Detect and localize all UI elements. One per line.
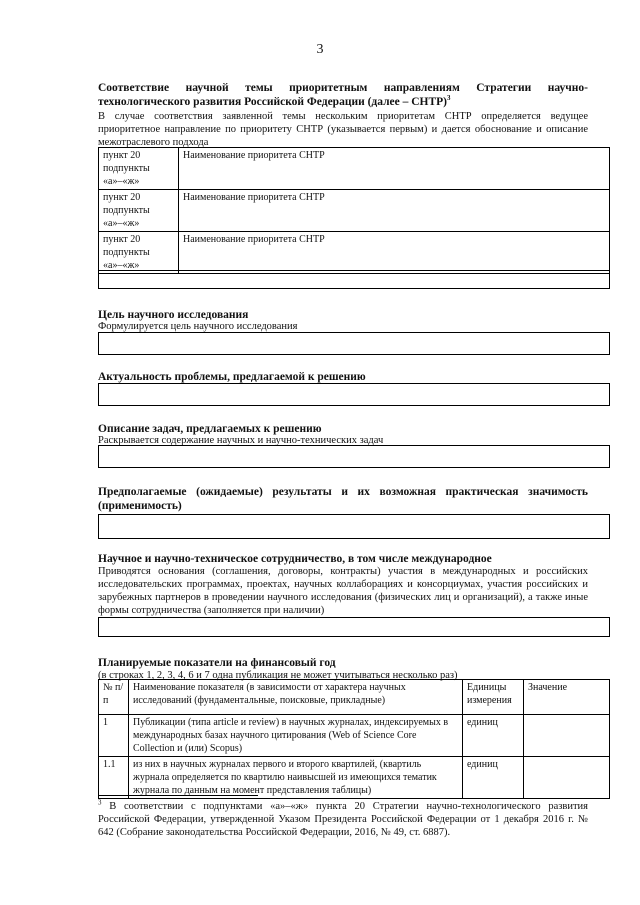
goal-description: Формулируется цель научного исследования: [98, 321, 298, 332]
relevance-input-field[interactable]: [98, 383, 610, 406]
row-num: 1.1: [99, 757, 129, 799]
sntr-name-cell[interactable]: Наименование приоритета СНТР: [179, 190, 610, 232]
table-row: [99, 190, 610, 232]
row-name: Публикации (типа article и review) в научных журналах, индексируемых в международных базах научного цитирования (Web of Science Core Collection и (или) Scopus): [129, 715, 463, 757]
sntr-justification-field[interactable]: [98, 270, 610, 289]
sntr-title-line2: [98, 95, 588, 109]
table-row: [99, 148, 610, 190]
footnote-divider: [98, 795, 258, 796]
sntr-priority-table: [98, 147, 610, 274]
sntr-name-cell[interactable]: Наименование приоритета СНТР: [179, 232, 610, 274]
sntr-description: В случае соответствия заявленной темы нескольким приоритетам СНТР определяется ведущее приоритетное направление по приоритету СНТР (указывается первым) и дается обоснование и описание межотраслевого подхода: [98, 111, 588, 148]
row-value-cell[interactable]: [524, 757, 610, 799]
row-value-cell[interactable]: [524, 715, 610, 757]
table-header-row: [99, 680, 610, 715]
col-header-name: Наименование показателя (в зависимости от характера научных исследований (фундаментальные, поисковые, прикладные): [129, 680, 463, 715]
footnote-ref: 3: [447, 94, 451, 103]
results-input-field[interactable]: [98, 514, 610, 539]
row-unit: единиц: [463, 757, 524, 799]
sntr-item-cell: пункт 20 подпункты «а»–«ж»: [99, 190, 179, 232]
sntr-item-cell: пункт 20 подпункты «а»–«ж»: [99, 148, 179, 190]
tasks-input-field[interactable]: [98, 445, 610, 468]
cooperation-input-field[interactable]: [98, 617, 610, 637]
row-num: 1: [99, 715, 129, 757]
footnote: [98, 800, 588, 839]
footnote-mark: 3: [98, 798, 102, 807]
results-title-line2: (применимость): [98, 500, 182, 512]
page-number: 3: [316, 42, 324, 57]
indicators-table: [98, 679, 610, 799]
row-unit: единиц: [463, 715, 524, 757]
results-title-line1: Предполагаемые (ожидаемые) результаты и их возможная практическая значимость: [98, 486, 588, 498]
tasks-title: Описание задач, предлагаемых к решению: [98, 423, 322, 435]
footnote-text: В соответствии с подпунктами «а»–«ж» пункта 20 Стратегии научно-технологического развития Российской Федерации, утвержденной Указом Президента Российской Федерации от 1 декабря 2016 г. № 642 (Собрание законодательства Российской Федерации, 2016, № 49, ст. 6887).: [98, 801, 588, 838]
sntr-title-text: технологического развития Российской Федерации (далее – СНТР): [98, 96, 448, 108]
cooperation-description: Приводятся основания (соглашения, договоры, контракты) участия в международных и российских исследовательских программах, проектах, научных коллаборациях и консорциумах, участия российских и зарубежных партнеров в проведении научного исследования (физических лиц и организаций), а также иные формы сотрудничества (заполняется при наличии): [98, 566, 588, 616]
sntr-item-cell: пункт 20 подпункты «а»–«ж»: [99, 232, 179, 274]
tasks-description: Раскрывается содержание научных и научно-технических задач: [98, 435, 384, 446]
goal-input-field[interactable]: [98, 332, 610, 355]
col-header-num: № п/п: [99, 680, 129, 715]
sntr-title-line1: Соответствие научной темы приоритетным направлениям Стратегии научно-: [98, 82, 588, 94]
cooperation-title: Научное и научно-техническое сотрудничество, в том числе международное: [98, 553, 492, 565]
relevance-title: Актуальность проблемы, предлагаемой к решению: [98, 371, 366, 383]
indicators-note: (в строках 1, 2, 3, 4, 6 и 7 одна публикация не может учитываться несколько раз): [98, 670, 458, 681]
table-row: [99, 232, 610, 274]
col-header-value: Значение: [524, 680, 610, 715]
goal-title: Цель научного исследования: [98, 309, 249, 321]
col-header-unit: Единицы измерения: [463, 680, 524, 715]
sntr-name-cell[interactable]: Наименование приоритета СНТР: [179, 148, 610, 190]
row-name: из них в научных журналах первого и второго квартилей, (квартиль журнала определяется по квартилю наивысшей из имеющихся тематик журнала по данным на момент представления таблицы): [129, 757, 463, 799]
table-row: [99, 715, 610, 757]
table-row: [99, 757, 610, 799]
indicators-title: Планируемые показатели на финансовый год: [98, 657, 336, 669]
